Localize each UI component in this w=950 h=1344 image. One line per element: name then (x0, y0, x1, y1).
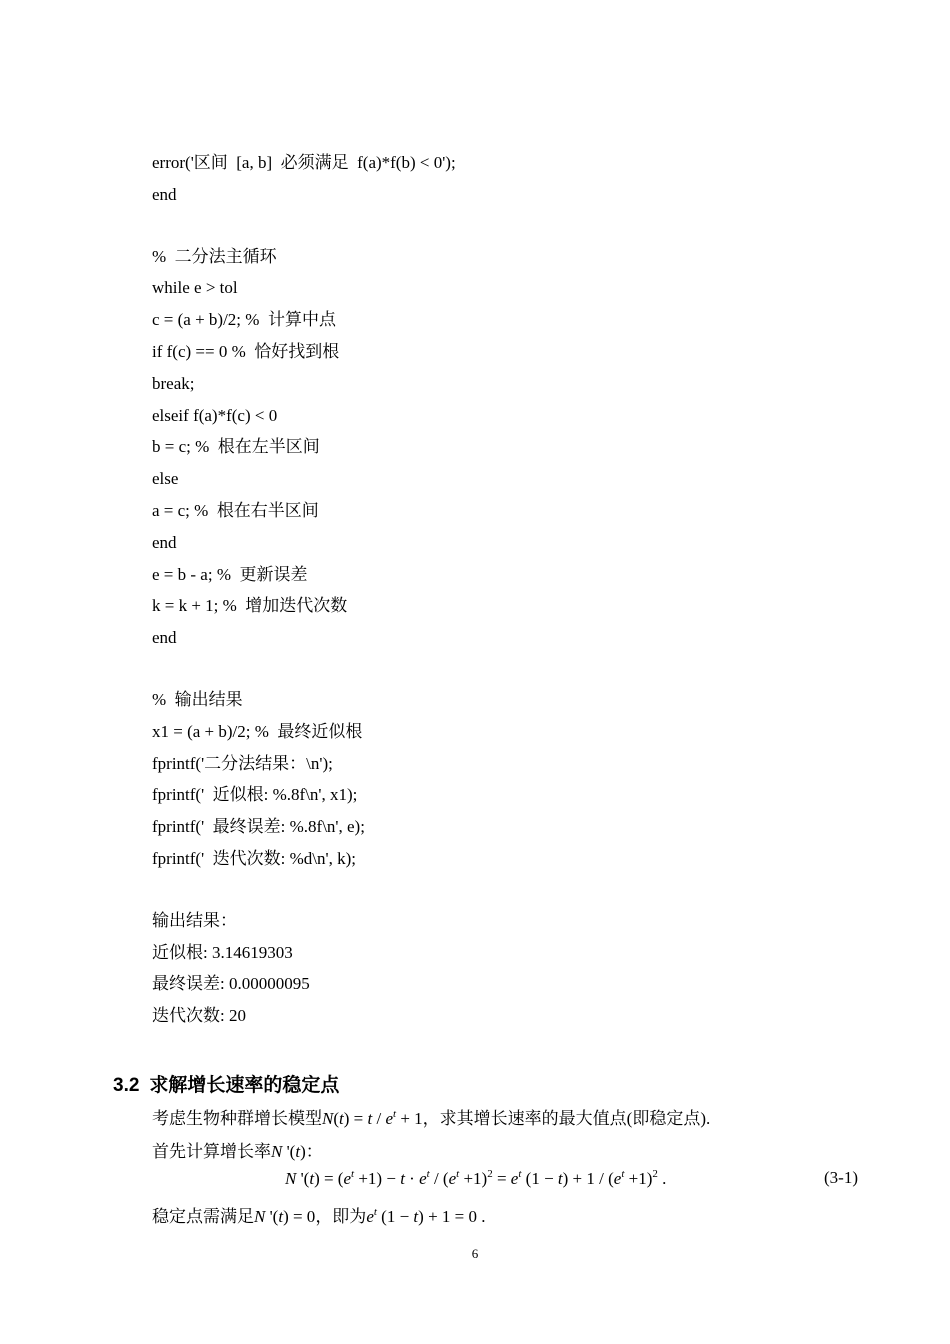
paragraph-model: 考虑生物种群增长模型$N(t) = t / e^t + 1$，求其增长速率的最大值点(即稳定点). (152, 1108, 711, 1128)
section-heading (113, 1070, 339, 1097)
code-line: fprintf(' 近似根: %.8f\n', x1); (152, 785, 358, 805)
formula-inline: N (254, 1207, 266, 1226)
output-line: 输出结果： (152, 910, 237, 930)
code-line: % 二分法主循环 (152, 246, 277, 266)
code-line: fprintf(' 迭代次数: %d\n', k); (152, 848, 356, 868)
code-line: end (152, 532, 177, 552)
code-line: break; (152, 373, 195, 393)
code-blank-line (152, 654, 456, 684)
equation-number: (3-1) (824, 1168, 858, 1187)
code-line: end (152, 628, 177, 648)
paragraph-derivative: 首先计算增长率N '(t)： (152, 1142, 323, 1161)
code-blank-line (152, 875, 456, 905)
formula-inline: N (271, 1142, 283, 1161)
code-line: end (152, 184, 177, 204)
code-line: else (152, 469, 179, 489)
paragraph-text: 稳定点需满足 (152, 1207, 254, 1226)
code-block (152, 147, 456, 1032)
code-line: if f(c) == 0 % 恰好找到根 (152, 341, 340, 361)
formula-inline: N (322, 1109, 334, 1128)
code-line: elseif f(a)*f(c) < 0 (152, 405, 278, 425)
page-number: 6 (471, 1246, 479, 1261)
code-line: b = c; % 根在左半区间 (152, 437, 320, 457)
paragraph-text: 首先计算增长率 (152, 1142, 271, 1161)
output-line: 最终误差: 0.00000095 (152, 974, 310, 994)
code-line: a = c; % 根在右半区间 (152, 500, 319, 520)
paragraph-text: ： (305, 1142, 323, 1161)
code-line: error('区间 [a, b] 必须满足 f(a)*f(b) < 0'); (152, 153, 456, 172)
section-number: 3.2 (113, 1075, 140, 1096)
code-line: fprintf('二分法结果：\n'); (152, 753, 333, 773)
output-line: 近似根: 3.14619303 (152, 942, 293, 962)
code-blank-line (152, 211, 456, 241)
section-title: 求解增长速率的稳定点 (149, 1075, 340, 1096)
code-line: c = (a + b)/2; % 计算中点 (152, 310, 336, 330)
code-line: fprintf(' 最终误差: %.8f\n', e); (152, 817, 365, 837)
equation-3-1: N '$(t) = (e^t +1) - t \cdot e^t / (e^t +1)^2 = e^t$ $(1 - t) + 1 / (e^t +1)^2$ . (285, 1168, 667, 1188)
code-line: % 输出结果 (152, 689, 243, 709)
paragraph-text: 考虑生物种群增长模型 (152, 1109, 322, 1128)
code-line: while e > tol (152, 278, 238, 298)
code-line: k = k + 1; % 增加迭代次数 (152, 596, 348, 616)
paragraph-stable-point: 稳定点需满足N '(t) = 0，即为$e^t$ (1 − t) + 1 = 0 . (152, 1206, 486, 1226)
code-line: e = b - a; % 更新误差 (152, 564, 308, 584)
code-line: x1 = (a + b)/2; % 最终近似根 (152, 721, 363, 741)
paragraph-text: ，求其增长速率的最大值点(即稳定点). (422, 1109, 711, 1128)
paragraph-text: ，即为 (315, 1207, 367, 1226)
output-line: 迭代次数: 20 (152, 1006, 246, 1026)
